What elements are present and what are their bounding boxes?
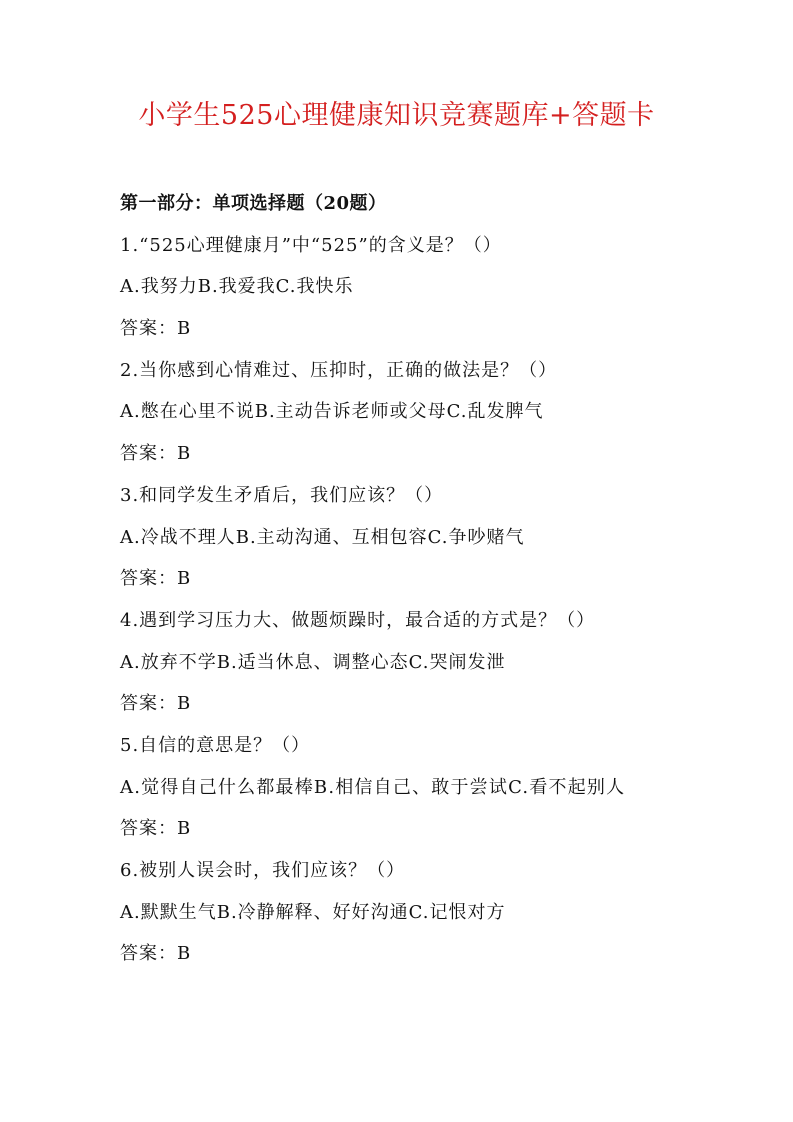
- document-title: 小学生525心理健康知识竞赛题库+答题卡: [138, 100, 655, 131]
- question-answer: 答案：B: [120, 443, 192, 465]
- question-answer: 答案：B: [120, 693, 192, 715]
- question-options: A.我努力B.我爱我C.我快乐: [120, 276, 354, 298]
- question-text: 5.自信的意思是？（）: [120, 734, 311, 756]
- question-text: 1.“525心理健康月”中“525”的含义是？（）: [120, 234, 502, 256]
- document-body: [120, 183, 682, 975]
- question-text: 2.当你感到心情难过、压抑时，正确的做法是？（）: [120, 359, 558, 381]
- question-options: A.冷战不理人B.主动沟通、互相包容C.争吵赌气: [120, 526, 525, 548]
- question-text: 4.遇到学习压力大、做题烦躁时，最合适的方式是？（）: [120, 609, 596, 631]
- question-options: A.默默生气B.冷静解释、好好沟通C.记恨对方: [120, 901, 506, 923]
- question-options: A.憋在心里不说B.主动告诉老师或父母C.乱发脾气: [120, 401, 544, 423]
- question-answer: 答案：B: [120, 568, 192, 590]
- section-heading: 第一部分：单项选择题（20题）: [120, 193, 387, 214]
- question-answer: 答案：B: [120, 818, 192, 840]
- question-answer: 答案：B: [120, 318, 192, 340]
- question-text: 6.被别人误会时，我们应该？（）: [120, 860, 406, 882]
- question-answer: 答案：B: [120, 943, 192, 965]
- question-options: A.觉得自己什么都最棒B.相信自己、敢于尝试C.看不起别人: [120, 776, 626, 798]
- question-text: 3.和同学发生矛盾后，我们应该？（）: [120, 484, 444, 506]
- question-options: A.放弃不学B.适当休息、调整心态C.哭闹发泄: [120, 651, 506, 673]
